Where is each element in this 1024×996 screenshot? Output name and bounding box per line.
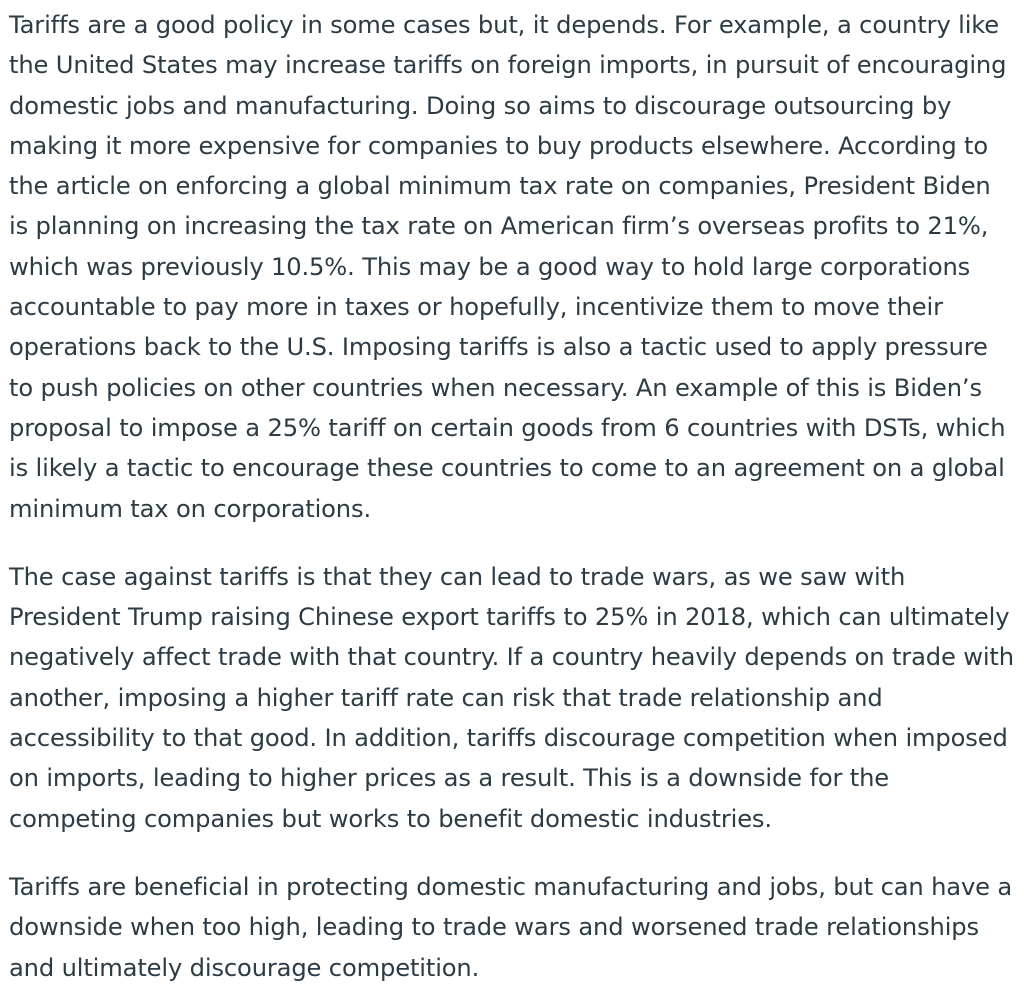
paragraph-conclusion: Tariffs are beneficial in protecting domestic manufacturing and jobs, but can have a downside when too high, leading to trade wars and worsened trade relationships and ultimately discourage competition. [9,872,1013,982]
document-body [0,5,1024,988]
paragraph-tariffs-case-against: The case against tariffs is that they can lead to trade wars, as we saw with President Trump raising Chinese export tariffs to 25% in 2018, which can ultimately negatively affect trade with that country. If a country heavily depends on trade with another, imposing a higher tariff rate can risk that trade relationship and accessibility to that good. In addition, tariffs discourage competition when imposed on imports, leading to higher prices as a result. This is a downside for the competing companies but works to benefit domestic industries. [9,562,1014,833]
paragraph-tariffs-case-for: Tariffs are a good policy in some cases but, it depends. For example, a country like the United States may increase tariffs on foreign imports, in pursuit of encouraging domestic jobs and manufacturing. Doing so aims to discourage outsourcing by making it more expensive for companies to buy products elsewhere. According to the article on enforcing a global minimum tax rate on companies, President Biden is planning on increasing the tax rate on American firm’s overseas profits to 21%, which was previously 10.5%. This may be a good way to hold large corporations accountable to pay more in taxes or hopefully, incentivize them to move their operations back to the U.S. Imposing tariffs is also a tactic used to apply pressure to push policies on other countries when necessary. An example of this is Biden’s proposal to impose a 25% tariff on certain goods from 6 countries with DSTs, which is likely a tactic to encourage these countries to come to an agreement on a global minimum tax on corporations. [9,11,1007,523]
